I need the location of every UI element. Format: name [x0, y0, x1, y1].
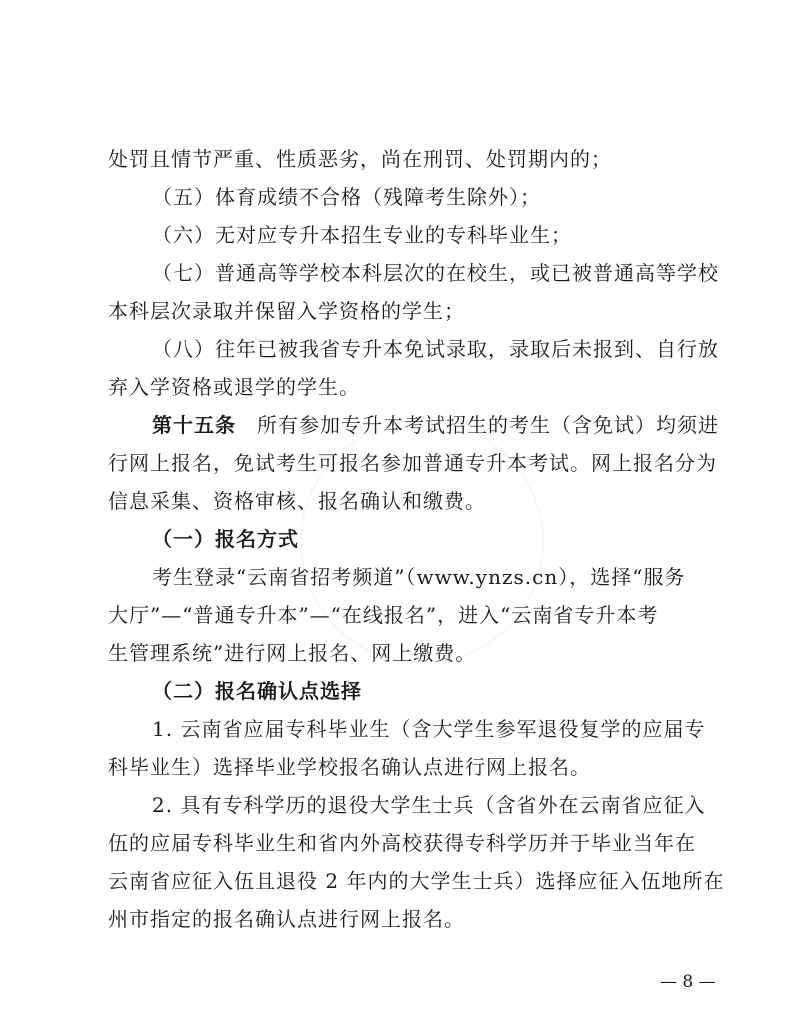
text-line: 处罚且情节严重、性质恶劣，尚在刑罚、处罚期内的； [108, 147, 612, 171]
text-line: （五）体育成绩不合格（残障考生除外）； [152, 185, 541, 209]
text-line: 生管理系统”进行网上报名、网上缴费。 [108, 641, 477, 665]
text-line: 行网上报名，免试考生可报名参加普通专升本考试。网上报名分为 [108, 451, 717, 475]
text-line: 2. 具有专科学历的退役大学生士兵（含省外在云南省应征入 [152, 793, 706, 817]
text-line: （七）普通高等学校本科层次的在校生，或已被普通高等学校 [152, 261, 719, 285]
text-line: 科毕业生）选择毕业学校报名确认点进行网上报名。 [108, 755, 591, 779]
section-heading: （一）报名方式 [152, 527, 299, 551]
page-number: — 8 — [660, 972, 716, 992]
text-line: 大厅”—“普通专升本”—“在线报名”，进入“云南省专升本考 [108, 603, 659, 627]
text-line: 信息采集、资格审核、报名确认和缴费。 [108, 489, 486, 513]
text-line: （六）无对应专升本招生专业的专科毕业生； [152, 223, 572, 247]
text-line: （八）往年已被我省专升本免试录取，录取后未报到、自行放 [152, 337, 719, 361]
text-line: 弃入学资格或退学的学生。 [108, 375, 360, 399]
section-heading: （二）报名确认点选择 [152, 679, 362, 703]
article-label: 第十五条 [152, 413, 236, 437]
text-line: 考生登录“云南省招考频道”（www.ynzs.cn），选择“服务 [152, 565, 686, 589]
text-line: 本科层次录取并保留入学资格的学生； [108, 299, 465, 323]
text-span: 所有参加专升本考试招生的考生（含免试）均须进 [257, 413, 719, 437]
document-body [108, 140, 725, 938]
article-line [108, 406, 719, 444]
text-line: 云南省应征入伍且退役 2 年内的大学生士兵）选择应征入伍地所在 [108, 869, 725, 893]
text-line: 州市指定的报名确认点进行网上报名。 [108, 907, 465, 931]
text-line: 1. 云南省应届专科毕业生（含大学生参军退役复学的应届专 [152, 717, 706, 741]
text-line: 伍的应届专科毕业生和省内外高校获得专科学历并于毕业当年在 [108, 831, 696, 855]
